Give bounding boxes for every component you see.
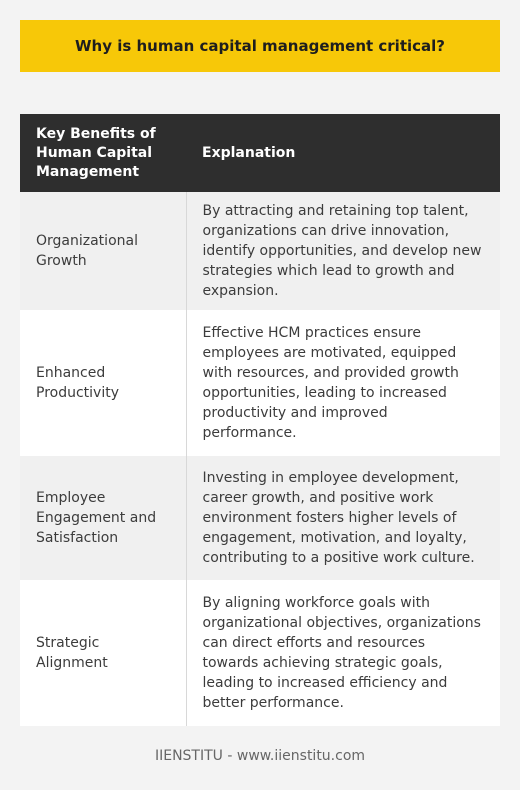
footer-credit: IIENSTITU - www.iienstitu.com: [154, 748, 366, 764]
explanation-cell: Investing in employee development, career growth, and positive work environment fosters higher levels of engagement, motivation, and loyalty, contributing to a positive work culture.: [186, 456, 500, 580]
explanation-cell: By attracting and retaining top talent, organizations can drive innovation, identify opportunities, and develop new strategies which lead to growth and expansion.: [186, 192, 500, 310]
column-header-explanation: Explanation: [186, 114, 500, 192]
title-banner: [20, 20, 500, 72]
benefit-cell: Employee Engagement and Satisfaction: [20, 456, 186, 580]
page-title: Why is human capital management critical?: [74, 37, 445, 55]
benefit-cell: Organizational Growth: [20, 192, 186, 310]
table-row: [20, 192, 500, 310]
explanation-cell: Effective HCM practices ensure employees are motivated, equipped with resources, and provided growth opportunities, leading to increased productivity and improved performance.: [186, 310, 500, 456]
table-row: [20, 310, 500, 456]
table-header-row: [20, 114, 500, 192]
table-row: [20, 580, 500, 726]
benefits-table: [20, 114, 500, 726]
table-row: [20, 456, 500, 580]
explanation-cell: By aligning workforce goals with organizational objectives, organizations can direct efforts and resources towards achieving strategic goals, leading to increased efficiency and better performance.: [186, 580, 500, 726]
benefit-cell: Strategic Alignment: [20, 580, 186, 726]
column-header-benefits: Key Benefits of Human Capital Management: [20, 114, 186, 192]
benefit-cell: Enhanced Productivity: [20, 310, 186, 456]
